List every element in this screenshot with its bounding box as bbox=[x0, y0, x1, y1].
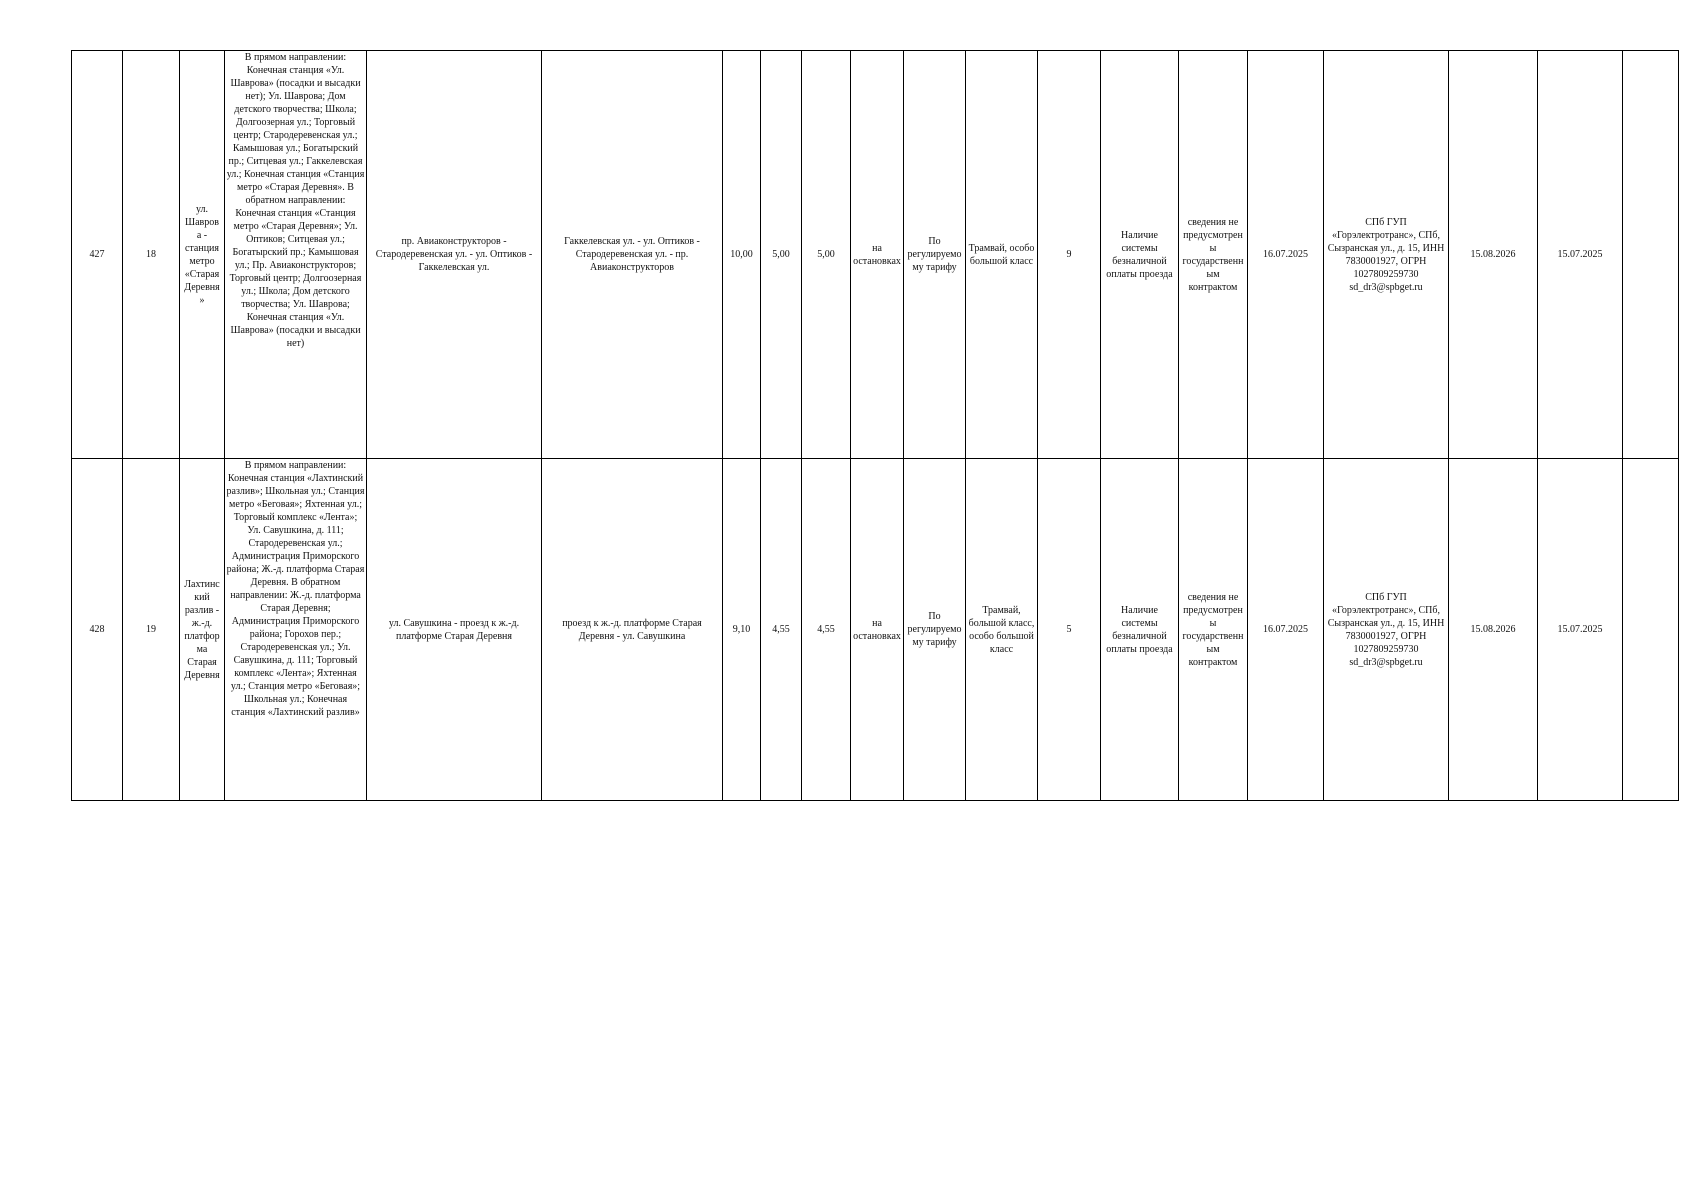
boarding-procedure: на остановках bbox=[851, 51, 904, 459]
boarding-procedure: на остановках bbox=[851, 459, 904, 801]
route-length-backward: 4,55 bbox=[802, 459, 851, 801]
date-b: 15.07.2025 bbox=[1538, 459, 1623, 801]
start-date: 16.07.2025 bbox=[1248, 51, 1324, 459]
route-number: 18 bbox=[123, 51, 180, 459]
contract-info: сведения не предусмотрены государственным контрактом bbox=[1179, 51, 1248, 459]
contract-info: сведения не предусмотрены государственным контрактом bbox=[1179, 459, 1248, 801]
date-b: 15.07.2025 bbox=[1538, 51, 1623, 459]
vehicle-count: 5 bbox=[1038, 459, 1101, 801]
date-a: 15.08.2026 bbox=[1449, 459, 1538, 801]
route-length-forward: 5,00 bbox=[761, 51, 802, 459]
vehicle-count: 9 bbox=[1038, 51, 1101, 459]
stops-list: В прямом направлении: Конечная станция «Ул. Шаврова» (посадки и высадки нет); Ул. Шаврова; Дом детского творчества; Школа; Долгоозерная ул.; Торговый центр; Стародеревенская ул.; Камышовая ул.; Богатырский пр.; Ситцевая ул.; Гаккелевская ул.; Конечная станция «Станция метро «Старая Деревня». В обратном направлении: Конечная станция «Станция метро «Старая Деревня»; Ул. Оптиков; Ситцевая ул.; Богатырский пр.; Камышовая ул.; Пр. Авиаконструкторов; Торговый центр; Долгоозерная ул.; Школа; Дом детского творчества; Ул. Шаврова; Конечная станция «Ул. Шаврова» (посадки и высадки нет) bbox=[225, 51, 367, 459]
streets-forward: ул. Савушкина - проезд к ж.-д. платформе Старая Деревня bbox=[367, 459, 542, 801]
route-length-backward: 5,00 bbox=[802, 51, 851, 459]
registration-number: 428 bbox=[72, 459, 123, 801]
route-name: Лахтинский разлив - ж.-д. платформа Старая Деревня bbox=[180, 459, 225, 801]
carrier-info: СПб ГУП «Горэлектротранс», СПб, Сызранская ул., д. 15, ИНН 7830001927, ОГРН 1027809259730 sd_dr3@spbget.ru bbox=[1324, 459, 1449, 801]
table-row bbox=[72, 459, 1679, 801]
stops-list: В прямом направлении: Конечная станция «Лахтинский разлив»; Школьная ул.; Станция метро «Беговая»; Яхтенная ул.; Торговый комплекс «Лента»; Ул. Савушкина, д. 111; Стародеревенская ул.; Администрация Приморского района; Ж.-д. платформа Старая Деревня. В обратном направлении: Ж.-д. платформа Старая Деревня; Администрация Приморского района; Горохов пер.; Стародеревенская ул.; Ул. Савушкина, д. 111; Торговый комплекс «Лента»; Яхтенная ул.; Станция метро «Беговая»; Школьная ул.; Конечная станция «Лахтинский разлив» bbox=[225, 459, 367, 801]
carrier-info: СПб ГУП «Горэлектротранс», СПб, Сызранская ул., д. 15, ИНН 7830001927, ОГРН 1027809259730 sd_dr3@spbget.ru bbox=[1324, 51, 1449, 459]
route-length-total: 9,10 bbox=[723, 459, 761, 801]
streets-backward: Гаккелевская ул. - ул. Оптиков - Стародеревенская ул. - пр. Авиаконструкторов bbox=[542, 51, 723, 459]
streets-forward: пр. Авиаконструкторов - Стародеревенская ул. - ул. Оптиков - Гаккелевская ул. bbox=[367, 51, 542, 459]
extra-cell bbox=[1623, 51, 1679, 459]
vehicle-features: Наличие системы безналичной оплаты проезда bbox=[1101, 459, 1179, 801]
start-date: 16.07.2025 bbox=[1248, 459, 1324, 801]
route-name: ул. Шаврова - станция метро «Старая Деревня» bbox=[180, 51, 225, 459]
route-length-forward: 4,55 bbox=[761, 459, 802, 801]
tariff-type: По регулируемому тарифу bbox=[904, 51, 966, 459]
registration-number: 427 bbox=[72, 51, 123, 459]
route-number: 19 bbox=[123, 459, 180, 801]
vehicle-features: Наличие системы безналичной оплаты проезда bbox=[1101, 51, 1179, 459]
table-row bbox=[72, 51, 1679, 459]
date-a: 15.08.2026 bbox=[1449, 51, 1538, 459]
streets-backward: проезд к ж.-д. платформе Старая Деревня - ул. Савушкина bbox=[542, 459, 723, 801]
extra-cell bbox=[1623, 459, 1679, 801]
route-registry-table bbox=[71, 50, 1679, 801]
tariff-type: По регулируемому тарифу bbox=[904, 459, 966, 801]
route-length-total: 10,00 bbox=[723, 51, 761, 459]
vehicle-class: Трамвай, большой класс, особо большой класс bbox=[966, 459, 1038, 801]
vehicle-class: Трамвай, особо большой класс bbox=[966, 51, 1038, 459]
